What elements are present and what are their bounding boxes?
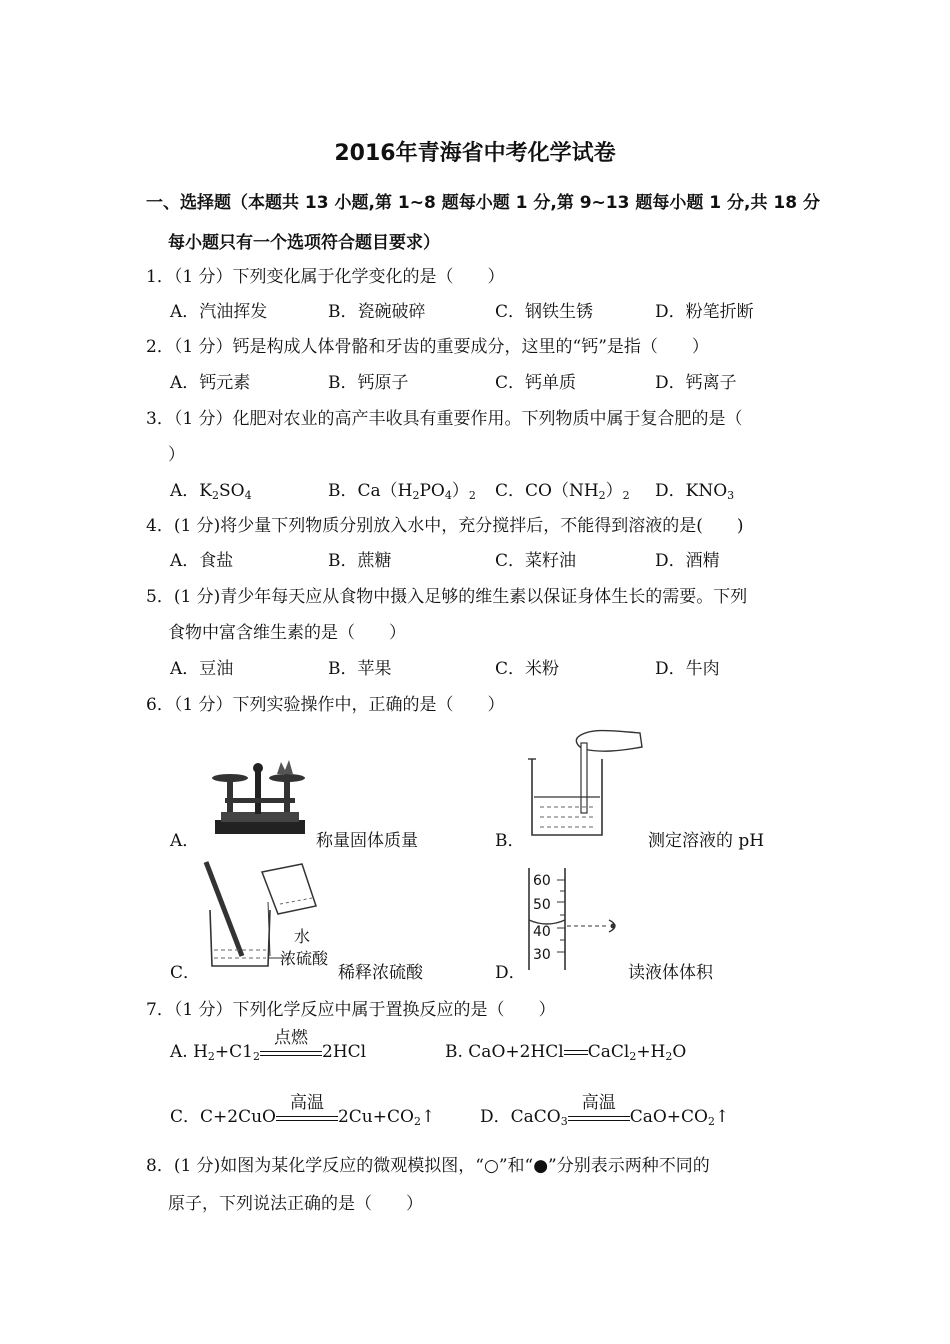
question-6-option-b-text: 测定溶液的 pH <box>648 831 765 851</box>
question-6-option-a-letter: A． <box>170 831 200 851</box>
question-1-option-c: C．钢铁生锈 <box>495 302 594 322</box>
question-3-stem-line1: 3．（1 分）化肥对农业的高产丰收具有重要作用。下列物质中属于复合肥的是（ <box>146 409 743 429</box>
question-4-option-c: C．菜籽油 <box>495 551 577 571</box>
question-5-stem-line2: 食物中富含维生素的是（ ） <box>168 623 406 643</box>
question-3-option-d: D．$KNO_3$ <box>655 481 735 502</box>
question-4-option-b: B．蔗糖 <box>328 551 392 571</box>
question-3-option-a: A．$K_2SO_4$ <box>170 481 252 502</box>
question-6-option-d-letter: D． <box>495 963 526 983</box>
page-title: 2016年青海省中考化学试卷 <box>334 141 616 166</box>
balance-scale-figure <box>205 758 310 840</box>
question-7-option-c: C．C+2CuO 高温 $2Cu+CO_2↑$ <box>170 1092 436 1128</box>
question-2-stem: 2．（1 分）钙是构成人体骨骼和牙齿的重要成分，这里的“钙”是指（ ） <box>146 337 709 357</box>
question-6-option-c-letter: C． <box>170 963 201 983</box>
question-8-stem-line2: 原子，下列说法正确的是（ ） <box>168 1194 423 1214</box>
dilute-acid-figure <box>198 858 338 974</box>
cylinder-tick-40: 40 <box>533 924 551 940</box>
question-3-stem-line2: ） <box>168 445 185 465</box>
question-4-stem: 4．(1 分)将少量下列物质分别放入水中，充分搅拌后，不能得到溶液的是( ) <box>146 516 744 536</box>
section-heading-line1: 一、选择题（本题共 13 小题,第 1~8 题每小题 1 分,第 9~13 题每小题 1 分,共 18 分 <box>146 193 820 213</box>
question-2-option-d: D．钙离子 <box>655 373 737 393</box>
graduated-cylinder-figure <box>525 866 625 976</box>
question-4-option-a: A．食盐 <box>170 551 234 571</box>
question-6-option-b-letter: B． <box>495 831 525 851</box>
question-2-option-a: A．钙元素 <box>170 373 251 393</box>
question-7-option-d: D．CaCO$_3$ 高温 $CaO+CO_2↑$ <box>480 1092 730 1128</box>
question-7-stem: 7．（1 分）下列化学反应中属于置换反应的是（ ） <box>146 1000 556 1020</box>
cylinder-tick-60: 60 <box>533 873 551 889</box>
question-1-option-d: D．粉笔折断 <box>655 302 754 322</box>
ph-test-figure <box>520 725 645 843</box>
question-2-option-b: B．钙原子 <box>328 373 409 393</box>
question-6-option-d-text: 读液体体积 <box>628 963 713 983</box>
acid-label: 浓硫酸 <box>280 949 329 968</box>
question-6-option-c-text: 稀释浓硫酸 <box>338 963 423 983</box>
question-3-option-c: C．$CO(NH_2)_2$ <box>495 481 630 502</box>
question-5-stem-line1: 5．(1 分)青少年每天应从食物中摄入足够的维生素以保证身体生长的需要。下列 <box>146 587 748 607</box>
question-4-option-d: D．酒精 <box>655 551 720 571</box>
section-heading-line2: 每小题只有一个选项符合题目要求） <box>168 233 440 253</box>
question-5-option-a: A．豆油 <box>170 659 234 679</box>
question-7-option-a: A. $H_2+C1_2$ 点燃 2HCl <box>170 1027 367 1063</box>
question-1-option-b: B．瓷碗破碎 <box>328 302 426 322</box>
question-5-option-d: D．牛肉 <box>655 659 720 679</box>
question-8-stem-line1: 8．(1 分)如图为某化学反应的微观模拟图，“○”和“●”分别表示两种不同的 <box>146 1156 710 1176</box>
water-label: 水 <box>294 927 311 946</box>
question-5-option-b: B．苹果 <box>328 659 392 679</box>
question-7-option-b: B. CaO+2HCl $CaCl_2+H_2O$ <box>445 1042 687 1063</box>
cylinder-tick-50: 50 <box>533 897 551 913</box>
question-1-option-a: A．汽油挥发 <box>170 302 268 322</box>
question-5-option-c: C．米粉 <box>495 659 560 679</box>
question-6-option-a-text: 称量固体质量 <box>316 831 418 851</box>
question-3-option-b: B．$Ca(H_2PO_4)_2$ <box>328 481 476 502</box>
question-6-stem: 6．（1 分）下列实验操作中，正确的是（ ） <box>146 695 505 715</box>
cylinder-tick-30: 30 <box>533 947 551 963</box>
question-2-option-c: C．钙单质 <box>495 373 577 393</box>
question-1-stem: 1．（1 分）下列变化属于化学变化的是（ ） <box>146 267 505 287</box>
